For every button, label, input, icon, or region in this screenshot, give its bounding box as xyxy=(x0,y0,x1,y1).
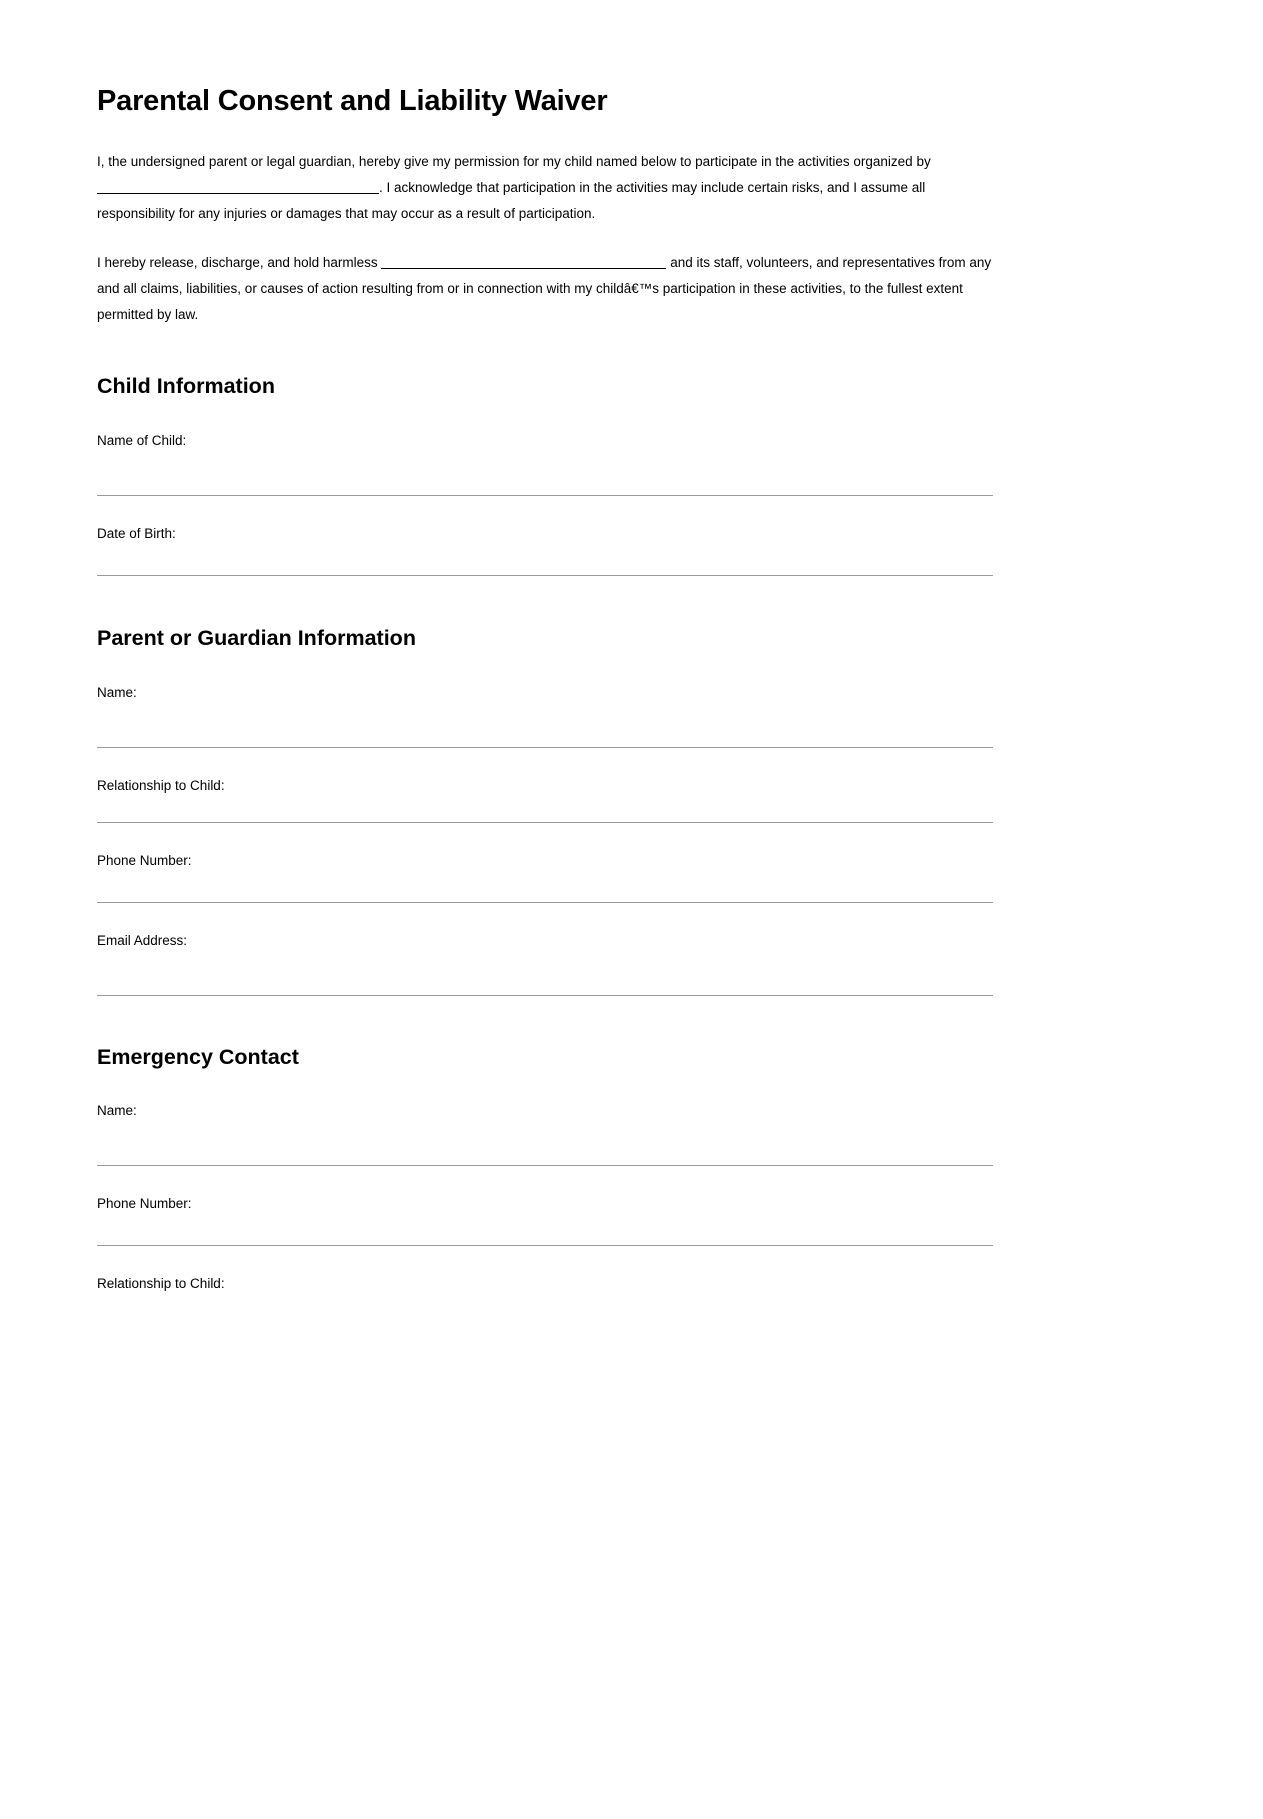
field-label-date-of-birth: Date of Birth: xyxy=(97,525,176,541)
consent-paragraph-2-text-after: and its staff, volunteers, and representatives from any and all claims, liabilities, or causes of action resulting from or in connection with my childâ€™s participation in these activities, to the fullest extent permitted by law. xyxy=(97,254,992,322)
consent-paragraph-2 xyxy=(97,227,993,328)
field-input-area-parent-email-address[interactable] xyxy=(97,951,993,995)
page-title: Parental Consent and Liability Waiver xyxy=(97,85,608,117)
section-heading-child-information: Child Information xyxy=(97,373,275,398)
field-input-area-parent-phone-number[interactable] xyxy=(97,871,993,902)
field-parent-email-address xyxy=(97,903,993,996)
field-input-area-emergency-phone-number[interactable] xyxy=(97,1214,993,1245)
field-name-of-child xyxy=(97,400,993,496)
field-label-emergency-phone-number: Phone Number: xyxy=(97,1196,192,1212)
field-input-area-emergency-name[interactable] xyxy=(97,1121,993,1165)
field-parent-relationship-to-child xyxy=(97,748,993,823)
consent-paragraph-1-text-after: . I acknowledge that participation in the activities may include certain risks, and I assume all responsibility for any injuries or damages that may occur as a result of participation. xyxy=(97,179,926,221)
field-parent-name xyxy=(97,652,993,748)
section-heading-emergency-contact: Emergency Contact xyxy=(97,1044,299,1069)
field-emergency-name xyxy=(97,1070,993,1166)
consent-paragraph-1 xyxy=(97,119,993,227)
field-label-emergency-relationship-to-child: Relationship to Child: xyxy=(97,1276,225,1292)
section-heading-parent-guardian-information: Parent or Guardian Information xyxy=(97,625,416,650)
field-label-parent-relationship-to-child: Relationship to Child: xyxy=(97,777,225,793)
field-input-area-parent-relationship-to-child[interactable] xyxy=(97,796,993,822)
field-parent-phone-number xyxy=(97,823,993,903)
field-label-name-of-child: Name of Child: xyxy=(97,432,187,448)
field-label-parent-phone-number: Phone Number: xyxy=(97,852,192,868)
field-input-area-parent-name[interactable] xyxy=(97,703,993,747)
field-input-area-name-of-child[interactable] xyxy=(97,451,993,495)
field-emergency-phone-number xyxy=(97,1166,993,1246)
released-party-blank[interactable] xyxy=(381,253,666,269)
consent-paragraph-2-text-before: I hereby release, discharge, and hold harmless xyxy=(97,254,378,270)
field-input-area-date-of-birth[interactable] xyxy=(97,544,993,575)
field-emergency-relationship-to-child xyxy=(97,1246,993,1294)
field-label-parent-name: Name: xyxy=(97,684,137,700)
field-label-parent-email-address: Email Address: xyxy=(97,932,188,948)
organizer-name-blank[interactable] xyxy=(97,178,379,194)
document-body xyxy=(97,0,993,1294)
field-rule-parent-email-address xyxy=(97,995,993,996)
field-rule-date-of-birth xyxy=(97,575,993,576)
field-label-emergency-name: Name: xyxy=(97,1103,137,1119)
field-date-of-birth xyxy=(97,496,993,576)
consent-paragraph-1-text-before: I, the undersigned parent or legal guardian, hereby give my permission for my child named below to participate in the activities organized by xyxy=(97,153,931,169)
